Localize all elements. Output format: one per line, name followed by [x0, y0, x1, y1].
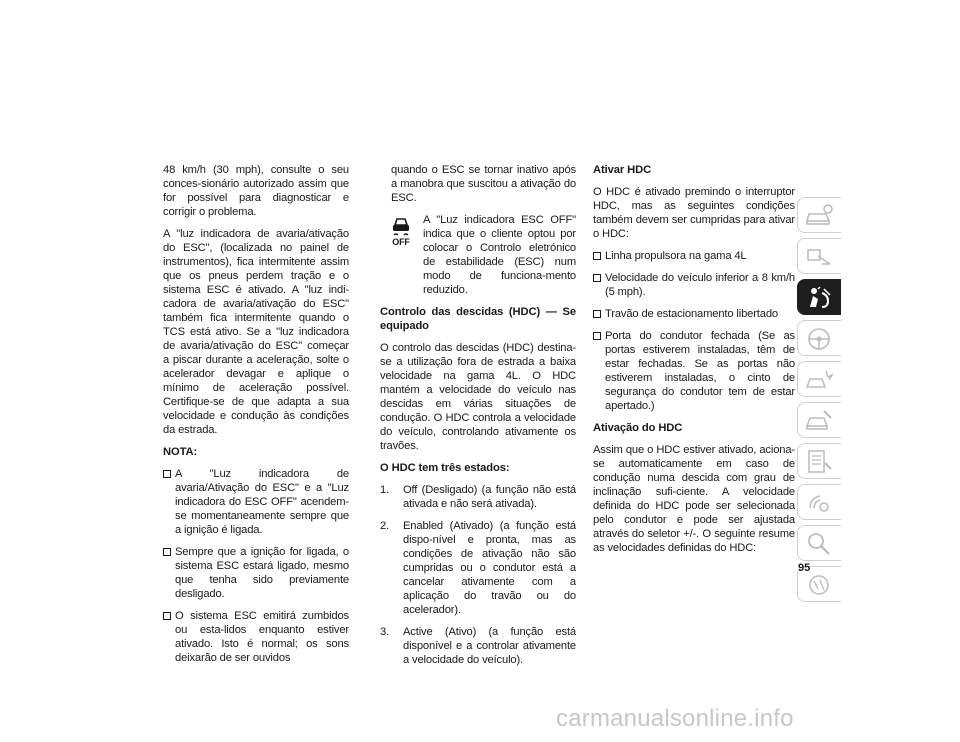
steering-wheel-icon [804, 326, 834, 352]
tab-index[interactable] [797, 525, 841, 561]
checkbox-bullet-icon [593, 274, 601, 282]
bullet-item: A "Luz indicadora de avaria/Ativação do ESC" e a "Luz indicadora do ESC OFF" acendem-se momentaneamente sempre que a ignição é ligada. [163, 467, 349, 537]
note-heading: NOTA: [163, 446, 198, 458]
maintenance-list-icon [804, 449, 834, 475]
paragraph: A "luz indicadora de avaria/ativação do ESC", (localizada no painel de instrumentos), fica intermitente assim que os pneus perdem tração e o sistema ESC é ativado. A "luz indi-cadora de avaria/ativação do ESC" também fica intermitente quando o TCS está ativo. Se a "luz indicadora de avaria/ativação do ESC" começar a piscar durante a aceleração, solte o acelerador devagar e aplique o mínimo de aceleração possível. Certifique-se de que adapta a sua velocidade e condução às condições da estrada. [163, 228, 349, 436]
bullet-item: Sempre que a ignição for ligada, o sistema ESC estará ligado, mesmo que tenha sido previamente desligado. [163, 545, 349, 601]
bullet-continuation: quando o ESC se tornar inativo após a manobra que suscitou a ativação do ESC. [391, 164, 576, 204]
car-info-icon [804, 203, 834, 229]
page-number: 95 [798, 562, 811, 574]
paragraph: O controlo das descidas (HDC) destina-se a utilização fora de estrada a baixa velocidade na gama 4L. O HDC mantém a velocidade do veículo nas descidas em várias situações de condução. O HDC controla a velocidade do veículo, controlando ativamente os travões. [380, 342, 576, 452]
section-heading: Ativação do HDC [593, 422, 683, 434]
checkbox-bullet-icon [163, 612, 171, 620]
bullet-item: O sistema ESC emitirá zumbidos ou esta-lidos enquanto estiver ativado. Isto é normal; os sons deixarão de ser ouvidos [163, 609, 349, 665]
bullet-item: Velocidade do veículo inferior a 8 km/h (5 mph). [593, 271, 795, 299]
esc-off-icon [387, 215, 415, 247]
column-1 [163, 163, 349, 673]
checkbox-bullet-icon [593, 332, 601, 340]
esc-off-paragraph: OFF A "Luz indicadora ESC OFF" indica que o cliente optou por colocar o Controlo eletrónico de estabilidade (ESC) num modo de funciona-mento reduzido. [380, 213, 576, 297]
checkbox-bullet-icon [593, 310, 601, 318]
tab-emergency[interactable] [797, 361, 841, 397]
car-service-icon [804, 408, 834, 434]
sub-heading: O HDC tem três estados: [380, 462, 510, 474]
section-heading: Controlo das descidas (HDC) — Se equipado [380, 306, 576, 332]
dashboard-light-icon [804, 244, 834, 270]
bullet-item: Travão de estacionamento libertado [593, 307, 795, 321]
car-crash-icon [804, 367, 834, 393]
bullet-item: Linha propulsora na gama 4L [593, 249, 795, 263]
checkbox-bullet-icon [593, 252, 601, 260]
paragraph: O HDC é ativado premindo o interruptor HDC, mas as seguintes condições também devem ser cumpridas para ativar o HDC: [593, 186, 795, 240]
tab-car-info[interactable] [797, 197, 841, 233]
column-3 [593, 163, 795, 563]
column-2 [380, 163, 576, 675]
esc-off-icon-label: OFF [392, 237, 410, 247]
watermark: carmanualsonline.info [556, 705, 794, 732]
section-heading: Ativar HDC [593, 164, 652, 176]
numbered-item: 1. Off (Desligado) (a função não está ativada e não será ativada). [380, 484, 576, 510]
paragraph: Assim que o HDC estiver ativado, aciona-se automaticamente em caso de condução numa descida com grau de inclinação sufi-ciente. A velocidade definida do HDC pode ser selecionada pelo condutor e pode ser ajustada através do seletor +/-. O seguinte resume as velocidades definidas do HDC: [593, 444, 795, 554]
tab-service[interactable] [797, 402, 841, 438]
index-search-icon [804, 531, 834, 557]
bullet-item: Porta do condutor fechada (Se as portas estiverem instaladas, têm de estar fechadas. Se as portas não estiverem instaladas, o cinto de segurança do condutor tem de estar apertado.) [593, 329, 795, 413]
numbered-item: 3. Active (Ativo) (a função está disponível e a controlar ativamente a velocidade do veículo). [380, 626, 576, 666]
checkbox-bullet-icon [163, 548, 171, 556]
tab-dashboard[interactable] [797, 238, 841, 274]
tab-safety[interactable] [797, 279, 841, 315]
numbered-item: 2. Enabled (Ativado) (a função está dispo-nível e pronta, mas as condições de ativação não são cumpridas ou o condutor está a cancelar ativamente com a aplicação do travão ou do acelerador). [380, 520, 576, 616]
paragraph: 48 km/h (30 mph), consulte o seu conces-sionário autorizado assim que for possível para diagnosticar e corrigir o problema. [163, 164, 349, 218]
tab-multimedia[interactable] [797, 484, 841, 520]
checkbox-bullet-icon [163, 470, 171, 478]
tab-driving[interactable] [797, 320, 841, 356]
safety-airbag-icon [804, 285, 834, 311]
languages-icon [804, 572, 834, 598]
multimedia-icon [804, 490, 834, 516]
tab-maintenance[interactable] [797, 443, 841, 479]
